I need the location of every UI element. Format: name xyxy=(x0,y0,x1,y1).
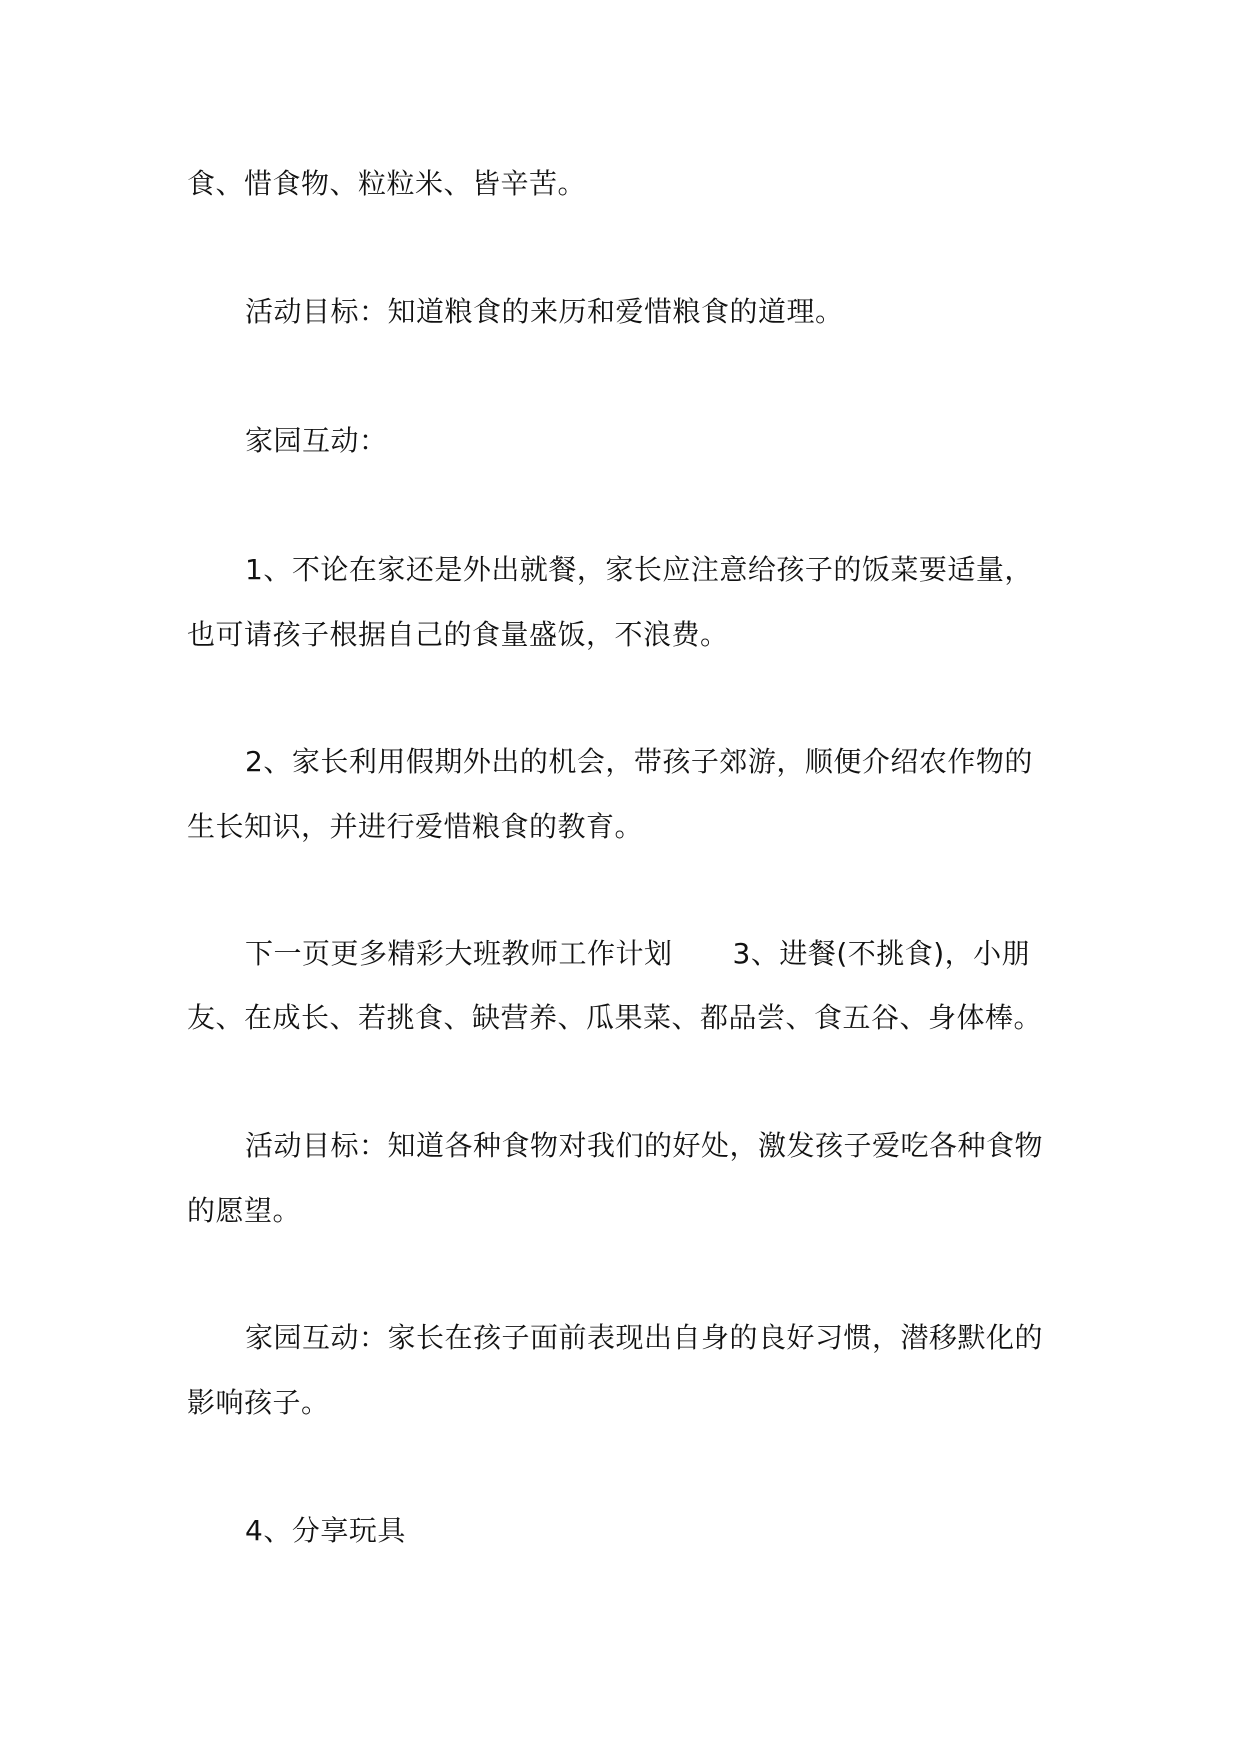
home-school-line: 家园互动：家长在孩子面前表现出自身的良好习惯，潜移默化的 xyxy=(245,1321,1044,1354)
paragraph-line xyxy=(245,934,1030,974)
paragraph-line: 2、家长利用假期外出的机会，带孩子郊游，顺便介绍农作物的 xyxy=(245,745,1033,778)
item-3-heading: 3、进餐(不挑食)，小朋 xyxy=(732,937,1031,970)
paragraph-line: 1、不论在家还是外出就餐，家长应注意给孩子的饭菜要适量， xyxy=(245,553,1033,586)
paragraph-line: 生长知识，并进行爱惜粮食的教育。 xyxy=(187,810,644,843)
paragraph-line: 的愿望。 xyxy=(187,1194,302,1227)
activity-goal-line: 活动目标：知道粮食的来历和爱惜粮食的道理。 xyxy=(245,295,844,328)
paragraph-line: 友、在成长、若挑食、缺营养、瓜果菜、都品尝、食五谷、身体棒。 xyxy=(187,1001,1043,1034)
home-school-heading: 家园互动： xyxy=(245,424,388,457)
activity-goal-line: 活动目标：知道各种食物对我们的好处，激发孩子爱吃各种食物 xyxy=(245,1129,1044,1162)
paragraph-line: 食、惜食物、粒粒米、皆辛苦。 xyxy=(187,167,587,200)
item-4-heading: 4、分享玩具 xyxy=(245,1514,406,1547)
paragraph-line: 影响孩子。 xyxy=(187,1386,330,1419)
next-page-link[interactable]: 下一页更多精彩大班教师工作计划 xyxy=(245,937,673,970)
paragraph-line: 也可请孩子根据自己的食量盛饭，不浪费。 xyxy=(187,618,729,651)
